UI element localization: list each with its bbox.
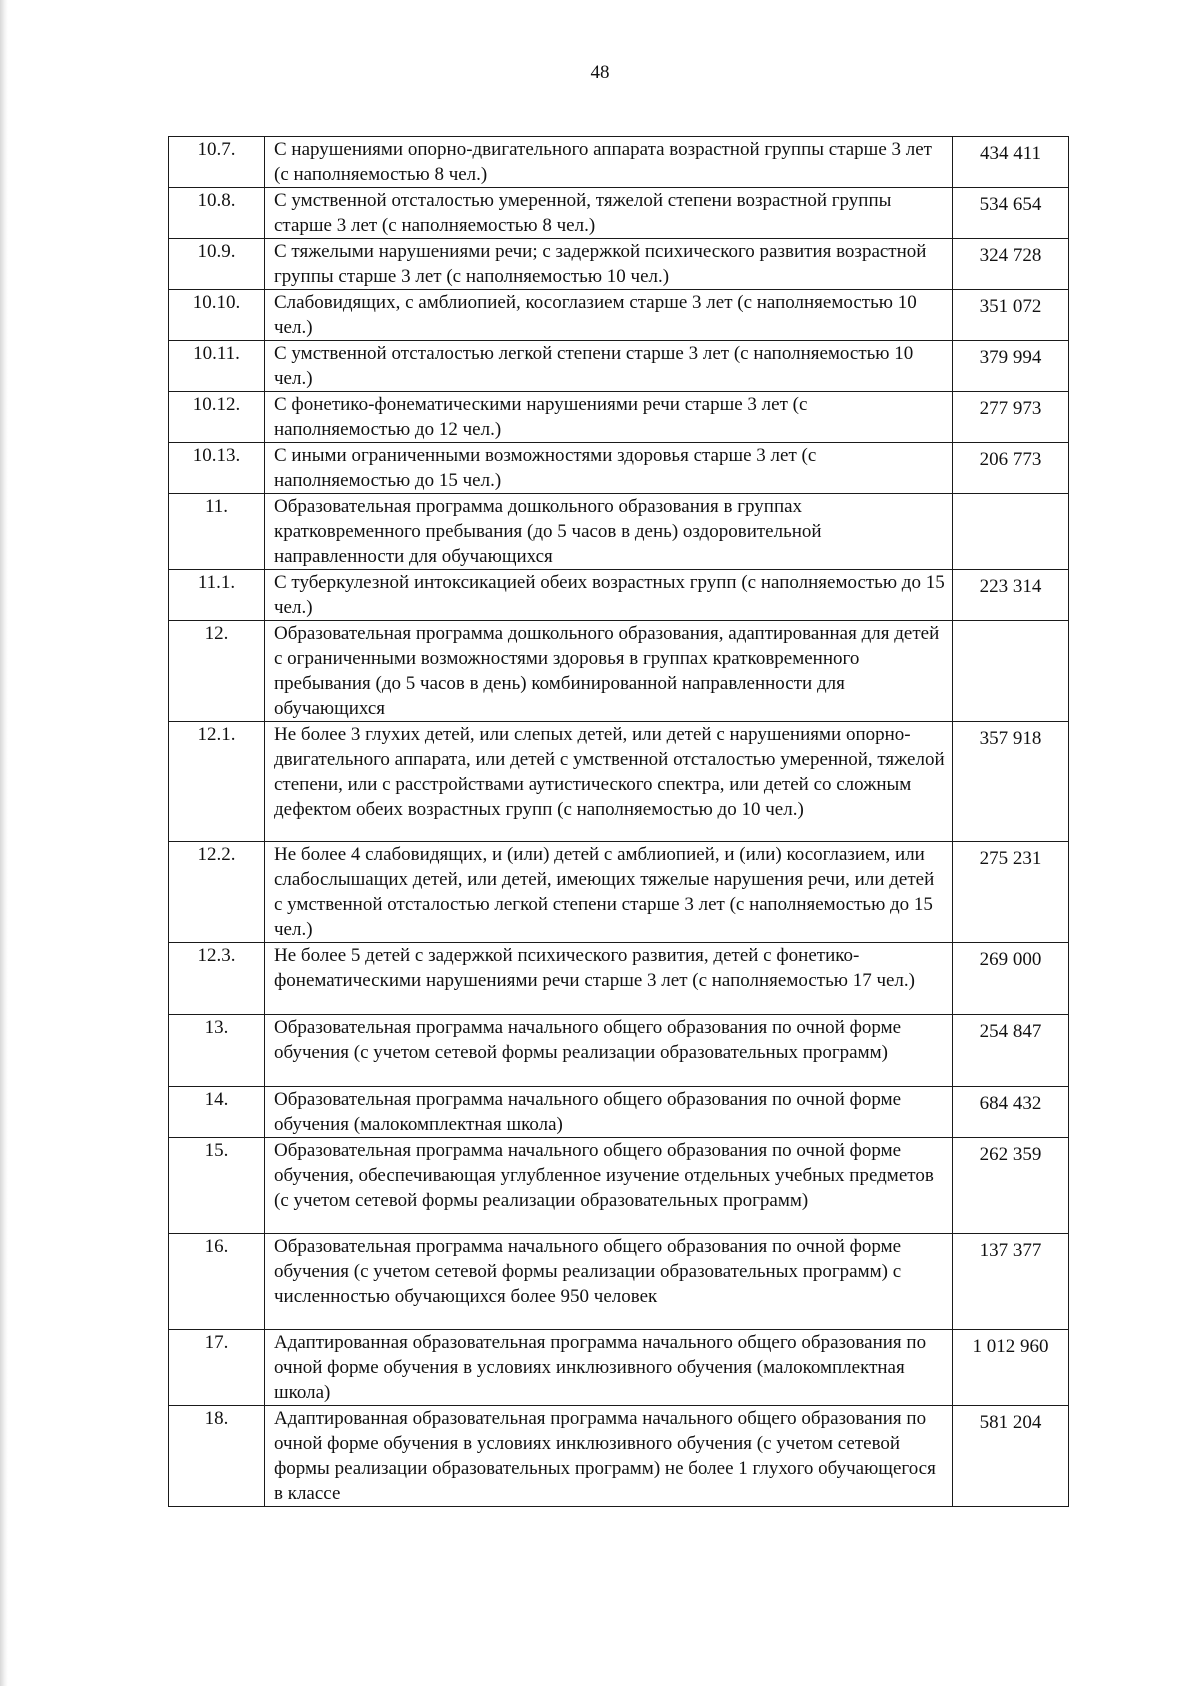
row-description: Образовательная программа начального общего образования по очной форме обучения (с учетом сетевой формы реализации образовательных программ) с численностью обучающихся более 950 человек bbox=[265, 1234, 953, 1330]
row-description: Образовательная программа начального общего образования по очной форме обучения (с учетом сетевой формы реализации образовательных программ) bbox=[265, 1015, 953, 1087]
row-number: 11.1. bbox=[169, 570, 265, 621]
table-row bbox=[169, 1015, 1069, 1087]
row-number: 10.8. bbox=[169, 188, 265, 239]
table-row bbox=[169, 137, 1069, 188]
row-number: 16. bbox=[169, 1234, 265, 1330]
row-description: Адаптированная образовательная программа начального общего образования по очной форме обучения в условиях инклюзивного обучения (малокомплектная школа) bbox=[265, 1330, 953, 1406]
table-row bbox=[169, 1087, 1069, 1138]
table-row bbox=[169, 494, 1069, 570]
row-value: 357 918 bbox=[953, 722, 1069, 842]
row-value: 206 773 bbox=[953, 443, 1069, 494]
row-value: 434 411 bbox=[953, 137, 1069, 188]
row-number: 18. bbox=[169, 1406, 265, 1507]
row-description: С нарушениями опорно-двигательного аппарата возрастной группы старше 3 лет (с наполняемостью 8 чел.) bbox=[265, 137, 953, 188]
row-number: 14. bbox=[169, 1087, 265, 1138]
row-number: 12.2. bbox=[169, 842, 265, 943]
cost-table bbox=[168, 136, 1069, 1507]
row-number: 15. bbox=[169, 1138, 265, 1234]
row-description: С тяжелыми нарушениями речи; с задержкой психического развития возрастной группы старше 3 лет (с наполняемостью 10 чел.) bbox=[265, 239, 953, 290]
table-row bbox=[169, 621, 1069, 722]
scan-edge bbox=[0, 0, 8, 1686]
row-description: С фонетико-фонематическими нарушениями речи старше 3 лет (с наполняемостью до 12 чел.) bbox=[265, 392, 953, 443]
row-description: Адаптированная образовательная программа начального общего образования по очной форме обучения в условиях инклюзивного обучения (с учетом сетевой формы реализации образовательных программ) не более 1 глухого обучающегося в классе bbox=[265, 1406, 953, 1507]
row-value bbox=[953, 494, 1069, 570]
row-number: 12.3. bbox=[169, 943, 265, 1015]
row-value: 324 728 bbox=[953, 239, 1069, 290]
table-row bbox=[169, 943, 1069, 1015]
row-description: Не более 5 детей с задержкой психического развития, детей с фонетико-фонематическими нарушениями речи старше 3 лет (с наполняемостью 17 чел.) bbox=[265, 943, 953, 1015]
row-description: С умственной отсталостью умеренной, тяжелой степени возрастной группы старше 3 лет (с наполняемостью 8 чел.) bbox=[265, 188, 953, 239]
row-number: 13. bbox=[169, 1015, 265, 1087]
table-row bbox=[169, 443, 1069, 494]
row-value: 223 314 bbox=[953, 570, 1069, 621]
row-description: Не более 3 глухих детей, или слепых детей, или детей с нарушениями опорно-двигательного аппарата, или детей с умственной отсталостью умеренной, тяжелой степени, или с расстройствами аутистического спектра, или детей со сложным дефектом обеих возрастных групп (с наполняемостью до 10 чел.) bbox=[265, 722, 953, 842]
row-value: 684 432 bbox=[953, 1087, 1069, 1138]
row-number: 17. bbox=[169, 1330, 265, 1406]
row-value: 277 973 bbox=[953, 392, 1069, 443]
row-number: 10.10. bbox=[169, 290, 265, 341]
row-number: 10.12. bbox=[169, 392, 265, 443]
table-row bbox=[169, 239, 1069, 290]
table-row bbox=[169, 341, 1069, 392]
table-row bbox=[169, 290, 1069, 341]
row-value: 137 377 bbox=[953, 1234, 1069, 1330]
page-number: 48 bbox=[590, 62, 610, 83]
table-row bbox=[169, 1138, 1069, 1234]
row-value: 534 654 bbox=[953, 188, 1069, 239]
row-value bbox=[953, 621, 1069, 722]
row-description: Образовательная программа дошкольного образования в группах кратковременного пребывания (до 5 часов в день) оздоровительной направленности для обучающихся bbox=[265, 494, 953, 570]
row-value: 269 000 bbox=[953, 943, 1069, 1015]
row-value: 254 847 bbox=[953, 1015, 1069, 1087]
row-description: С умственной отсталостью легкой степени старше 3 лет (с наполняемостью 10 чел.) bbox=[265, 341, 953, 392]
row-number: 11. bbox=[169, 494, 265, 570]
row-value: 1 012 960 bbox=[953, 1330, 1069, 1406]
table-row bbox=[169, 1406, 1069, 1507]
row-description: Слабовидящих, с амблиопией, косоглазием старше 3 лет (с наполняемостью 10 чел.) bbox=[265, 290, 953, 341]
table-row bbox=[169, 392, 1069, 443]
row-value: 275 231 bbox=[953, 842, 1069, 943]
table-row bbox=[169, 722, 1069, 842]
row-description: Не более 4 слабовидящих, и (или) детей с амблиопией, и (или) косоглазием, или слабослышащих детей, или детей, имеющих тяжелые нарушения речи, или детей с умственной отсталостью легкой степени старше 3 лет (с наполняемостью до 15 чел.) bbox=[265, 842, 953, 943]
row-description: Образовательная программа начального общего образования по очной форме обучения, обеспечивающая углубленное изучение отдельных учебных предметов (с учетом сетевой формы реализации образовательных программ) bbox=[265, 1138, 953, 1234]
row-value: 351 072 bbox=[953, 290, 1069, 341]
row-description: Образовательная программа начального общего образования по очной форме обучения (малокомплектная школа) bbox=[265, 1087, 953, 1138]
row-description: Образовательная программа дошкольного образования, адаптированная для детей с ограниченными возможностями здоровья в группах кратковременного пребывания (до 5 часов в день) комбинированной направленности для обучающихся bbox=[265, 621, 953, 722]
row-value: 581 204 bbox=[953, 1406, 1069, 1507]
table-row bbox=[169, 1234, 1069, 1330]
table-row bbox=[169, 1330, 1069, 1406]
row-number: 10.13. bbox=[169, 443, 265, 494]
table-row bbox=[169, 188, 1069, 239]
table-row bbox=[169, 842, 1069, 943]
row-number: 10.11. bbox=[169, 341, 265, 392]
row-number: 10.9. bbox=[169, 239, 265, 290]
row-number: 10.7. bbox=[169, 137, 265, 188]
row-description: С туберкулезной интоксикацией обеих возрастных групп (с наполняемостью до 15 чел.) bbox=[265, 570, 953, 621]
table-body bbox=[169, 137, 1069, 1507]
row-number: 12. bbox=[169, 621, 265, 722]
row-number: 12.1. bbox=[169, 722, 265, 842]
table-row bbox=[169, 570, 1069, 621]
row-value: 262 359 bbox=[953, 1138, 1069, 1234]
row-description: С иными ограниченными возможностями здоровья старше 3 лет (с наполняемостью до 15 чел.) bbox=[265, 443, 953, 494]
row-value: 379 994 bbox=[953, 341, 1069, 392]
